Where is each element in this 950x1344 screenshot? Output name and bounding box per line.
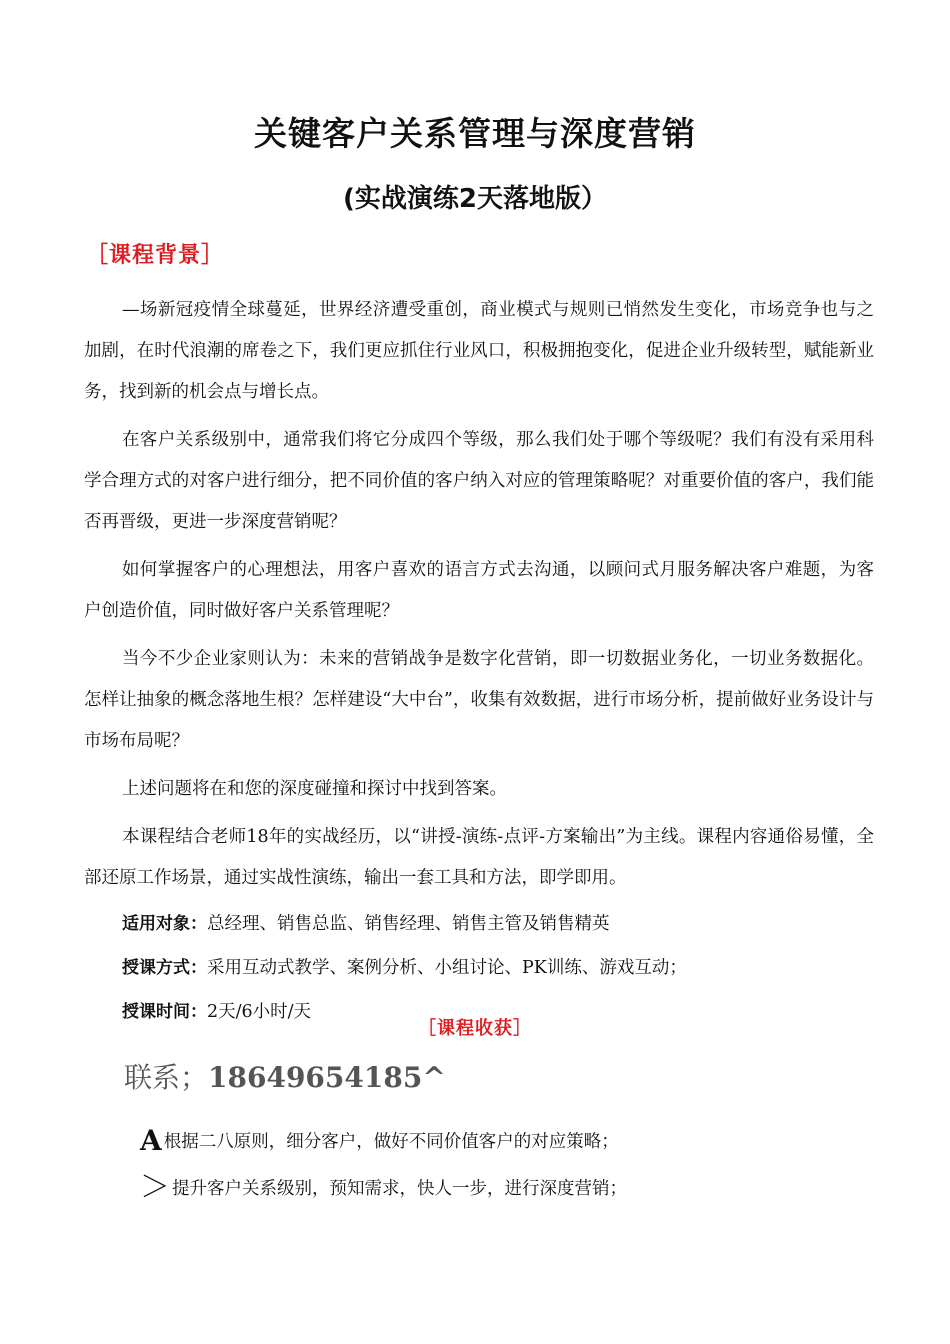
audience-label: 适用对象：: [122, 914, 207, 934]
contact-line: [124, 1056, 446, 1096]
time-label: 授课时间：: [122, 1002, 207, 1022]
gain-item: [140, 1162, 627, 1206]
paragraph: 在客户关系级别中，通常我们将它分成四个等级，那么我们处于哪个等级呢？我们有没有采用科学合理方式的对客户进行细分，把不同价值的客户纳入对应的管理策略呢？对重要价值的客户，我们能否再晋级，更进一步深度营销呢？: [84, 430, 874, 532]
audience-value: 总经理、销售总监、销售经理、销售主管及销售精英: [207, 914, 610, 934]
paragraph: —场新冠疫情全球蔓延，世界经济遭受重创，商业模式与规则已悄然发生变化，市场竞争也与之加剧，在时代浪潮的席卷之下，我们更应抓住行业风口，积极拥抱变化，促进企业升级转型，赋能新业务，找到新的机会点与增长点。: [84, 300, 874, 402]
document-subtitle: (实战演练2天落地版）: [343, 184, 607, 214]
gain-item: [140, 1124, 619, 1157]
section-heading-gains: ［课程收获］: [418, 1018, 532, 1039]
paragraph: 本课程结合老师18年的实战经历，以“讲授-演练-点评-方案输出”为主线。课程内容通俗易懂，全部还原工作场景，通过实战性演练，输出一套工具和方法，即学即用。: [84, 827, 874, 888]
paragraph: 当今不少企业家则认为：未来的营销战争是数字化营销，即一切数据业务化，一切业务数据化。怎样让抽象的概念落地生根？怎样建设“大中台”，收集有效数据，进行市场分析，提前做好业务设计与市场布局呢？: [84, 649, 874, 751]
method-value: 采用互动式教学、案例分析、小组讨论、PK训练、游戏互动；: [207, 958, 687, 978]
bullet-marker: A: [140, 1124, 162, 1157]
contact-label: 联系；: [124, 1061, 209, 1094]
contact-number: 18649654185^: [208, 1061, 446, 1094]
gain-item-text: 根据二八原则，细分客户，做好不同价值客户的对应策略；: [163, 1132, 619, 1152]
gain-item-text: 提升客户关系级别，预知需求，快人一步，进行深度营销；: [172, 1179, 627, 1199]
bullet-marker: ＞: [140, 1170, 170, 1205]
body-text: [84, 290, 874, 1036]
paragraph: 如何掌握客户的心理想法，用客户喜欢的语言方式去沟通，以顾问式月服务解决客户难题，为客户创造价值，同时做好客户关系管理呢？: [84, 560, 874, 621]
paragraph: 上述问题将在和您的深度碰撞和探讨中找到答案。: [122, 779, 507, 799]
section-heading-background: ［课程背景］: [86, 243, 225, 268]
time-value: 2天/6小时/天: [207, 1002, 312, 1022]
document-title: 关键客户关系管理与深度营销: [254, 114, 696, 153]
audience-line: [84, 904, 874, 945]
method-label: 授课方式：: [122, 958, 207, 978]
method-line: [84, 948, 874, 989]
